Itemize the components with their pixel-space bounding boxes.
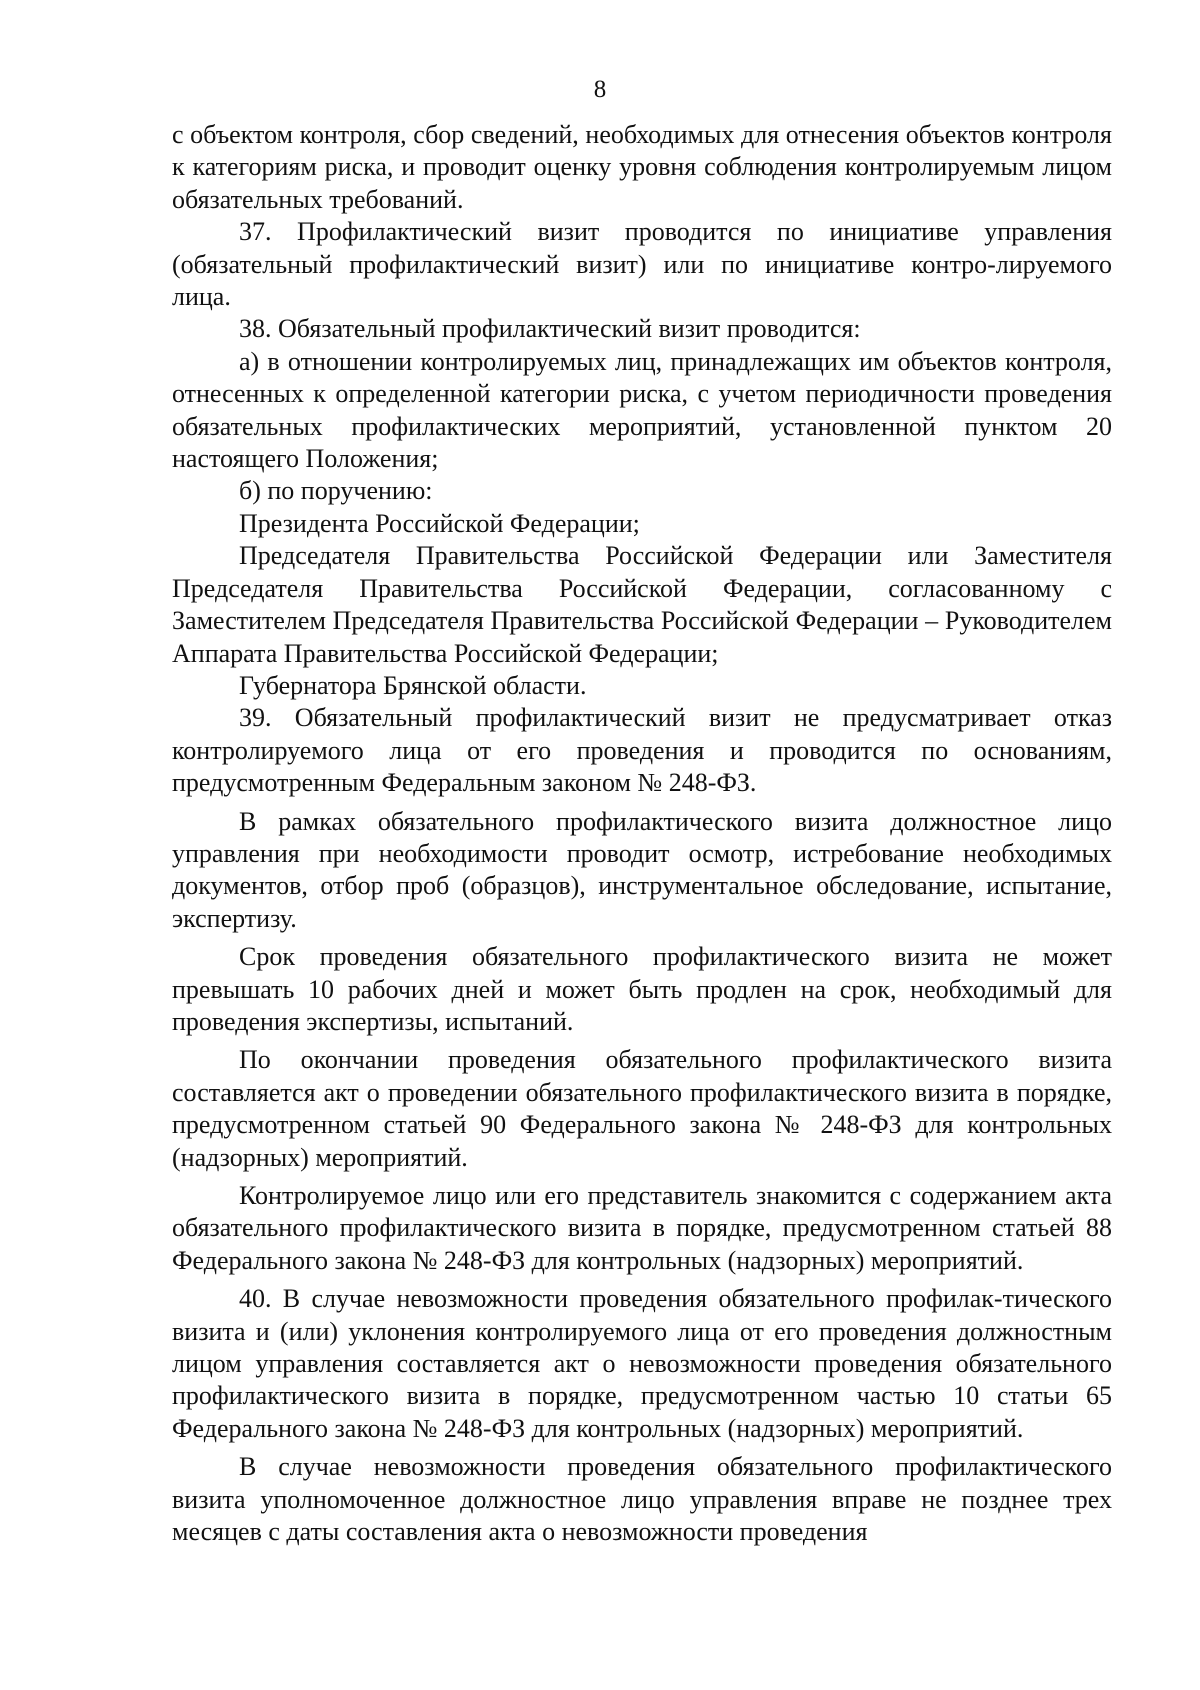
paragraph-act-familiarization: Контролируемое лицо или его представитель знакомится с содержанием акта обязательного профилактического визита в порядке, предусмотренном статьей 88 Федерального закона № 248-ФЗ для контрольных (надзорных) мероприятий.	[172, 1181, 1112, 1275]
paragraph-subitem-a: а) в отношении контролируемых лиц, принадлежащих им объектов контроля, отнесенных к определенной категории риска, с учетом периодичности проведения обязательных профилактических мероприятий, установленной пунктом 20 настоящего Положения;	[172, 346, 1112, 474]
paragraph-president: Президента Российской Федерации;	[239, 508, 640, 538]
paragraph-item-38: 38. Обязательный профилактический визит проводится:	[239, 314, 861, 344]
paragraph-chairman: Председателя Правительства Российской Федерации или Заместителя Председателя Правительства Российской Федерации, согласованному с Заместителем Председателя Правительства Российской Федерации – Руководителем Аппарата Правительства Российской Федерации;	[172, 541, 1112, 668]
page-number: 8	[593, 76, 607, 103]
paragraph-visit-scope: В рамках обязательного профилактического визита должностное лицо управления при необходимости проводит осмотр, истребование необходимых документов, отбор проб (образцов), инструментальное обследование, испытание, экспертизу.	[172, 806, 1112, 933]
paragraph-visit-act: По окончании проведения обязательного профилактического визита составляется акт о проведении обязательного профилактического визита в порядке, предусмотренном статьей 90 Федерального закона № 248-ФЗ для контрольных (надзорных) мероприятий.	[172, 1045, 1112, 1172]
paragraph-subitem-b: б) по поручению:	[239, 476, 433, 506]
paragraph-governor: Губернатора Брянской области.	[239, 670, 587, 700]
paragraph-item-40: 40. В случае невозможности проведения обязательного профилак-тического визита и (или) уклонения контролируемого лица от его проведения должностным лицом управления составляется акт о невозможности проведения обязательного профилактического визита в порядке, предусмотренном частью 10 статьи 65 Федерального закона № 248-ФЗ для контрольных (надзорных) мероприятий.	[172, 1284, 1112, 1443]
paragraph-visit-duration: Срок проведения обязательного профилактического визита не может превышать 10 рабочих дней и может быть продлен на срок, необходимый для проведения экспертизы, испытаний.	[172, 942, 1112, 1036]
paragraph-item-37: 37. Профилактический визит проводится по инициативе управления (обязательный профилактический визит) или по инициативе контро-лируемого лица.	[172, 217, 1112, 312]
paragraph-item-39: 39. Обязательный профилактический визит не предусматривает отказ контролируемого лица от его проведения и проводится по основаниям, предусмотренным Федеральным законом № 248-ФЗ.	[172, 703, 1112, 798]
paragraph-repeat-visit: В случае невозможности проведения обязательного профилактического визита уполномоченное должностное лицо управления вправе не позднее трех месяцев с даты составления акта о невозможности проведения	[172, 1452, 1112, 1547]
paragraph-continuation: с объектом контроля, сбор сведений, необходимых для отнесения объектов контроля к категориям риска, и проводит оценку уровня соблюдения контролируемым лицом обязательных требований.	[172, 120, 1112, 214]
document-body	[172, 119, 1112, 1548]
